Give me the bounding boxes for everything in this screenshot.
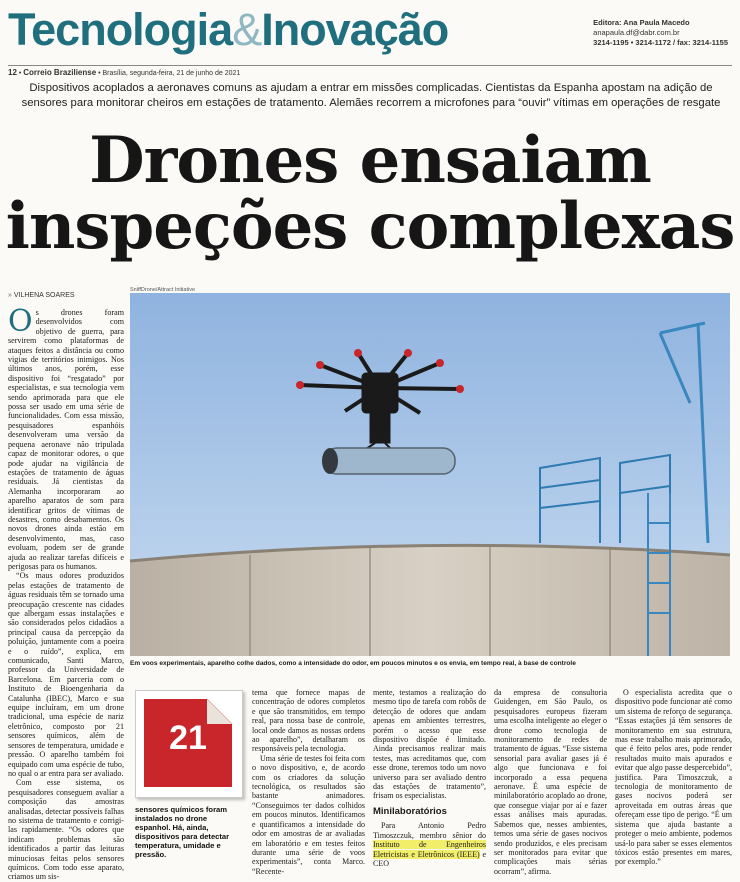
article-column-3 [373,688,486,868]
byline-author: VILHENA SOARES [13,292,75,299]
article-column-4 [494,688,607,876]
article-headline [0,123,740,264]
editor-name: Editora: Ana Paula Macedo [593,18,690,27]
section-title-part2: Inovação [261,4,449,55]
dateline: Brasília, segunda-feira, 21 de junho de 2021 [102,70,241,77]
paragraph-end: e CEO [373,849,486,868]
stat-box [135,690,243,798]
stat-number: 21 [169,719,207,757]
article-subhead: Dispositivos acoplados a aeronaves comuns as ajudam a entrar em missões complicadas. Cientistas da Espanha apostam na adição de sensores para monitorar cheiros em estações de tratamento. Alemães recorrem a microfones para “ouvir” vítimas em operações de resgate [21,82,721,109]
section-title-part1: Tecnologia [8,4,233,55]
paragraph: s drones foram desenvolvidos com objetivo de guerra, para servirem como plataformas de ataques feitos a distância ou como vigias de territórios inimigos. Nos últimos anos, porém, esse dispositivo foi “resgatado” por especialistas, e sua tecnologia vem sendo aprimorada para que ele possa ser usado em uma série de funcionalidades. Com essa missão, pesquisadores espanhóis desenvolveram uma versão da pequena aeronave não tripulada capaz de monitorar odores, o que pode ajudar na vigilância de estações de tratamento de águas residuais. Já cientistas da Alemanha incorporaram ao aparelho aparatos de som para identificar gritos de vítimas de desastres, como desabamentos. Os novos drones ainda estão em desenvolvimento, mas, caso evoluam, podem ser de grande ajuda ao realizar tarefas difíceis e perigosas para os humanos. [8,308,124,571]
headline-line-2: inspeções complexas [5,189,735,264]
article-column-1 [8,304,124,882]
photo-credit: SniffDrone/Attract Initiative [130,287,196,293]
newspaper-name: Correio Braziliense [23,68,97,77]
section-title-ampersand: & [232,4,262,55]
paragraph: Com esse sistema, os pesquisadores conseguem avaliar a composição das amostras analisadas, detectar possíveis falhas no sistema de tratamento e corrigi-las rapidamente. “Os odores que indicam problemas são identificados a partir das leituras minuciosas feitas pelos sensores químicos. Com todo esse aparato, criamos um sis- [8,778,124,882]
paragraph: mente, testamos a realização do mesmo tipo de tarefa com robôs de detecção de odores que andam apenas em ambientes terrestres, porém o acesso que esse dispositivo dispõe é limitado. Ainda precisamos realizar mais testes, mas acreditamos que, com esse drone, teremos todo um novo universo para ser avaliado dentro das estações de tratamento”, frisam os especialistas. [373,688,486,801]
article-column-5 [615,688,732,868]
paragraph [373,821,486,868]
editor-contacts [593,18,728,48]
headline-line-1: Drones ensaiam [89,123,651,198]
byline [8,292,75,299]
folio-line: 12 • Correio Braziliense • Brasília, segunda-feira, 21 de junho de 2021 [8,65,732,77]
photo-caption: Em voos experimentais, aparelho colhe dados, como a intensidade do odor, em poucos minutos e os envia, em tempo real, à base de controle [130,660,576,667]
section-title [8,2,448,58]
page-number: 12 [8,68,17,77]
paragraph: Uma série de testes foi feita com o novo dispositivo, e, de acordo com os criadores da solução tecnológica, os resultados são bastante animadores. “Conseguimos ter dados colhidos em poucos minutos. Identificamos e quantificamos a intensidade do odor em amostras de ar avaliadas em laboratório e em testes feitos durante uma série de voos experimentais”, conta Marco. “Recente- [252,753,365,876]
drop-cap: O [8,304,33,339]
masthead [0,0,740,62]
highlighted-text: Instituto de Engenheiros Eletricistas e Eletrônicos (IEEE) [373,840,486,859]
editor-email: anapaula.df@dabr.com.br [593,28,680,37]
editor-phones: 3214-1195 • 3214-1172 / fax: 3214-1155 [593,38,728,47]
section-heading: Minilaboratórios [373,805,447,817]
article-column-2 [252,688,365,876]
drone-photo [130,293,730,656]
paragraph: tema que fornece mapas de concentração de odores completos e que são transmitidos, em tempo real, para nossa base de controle, local onde damos as nossas ordens ao aparelho”, detalharam os responsáveis pela tecnologia. [252,688,365,754]
drone-photo-illustration [130,293,730,656]
paragraph: “Os maus odores produzidos pelas estações de tratamento de águas residuais têm se tornado uma preocupação crescente nas cidades que albergam essas instalações e são considerados pelos cidadãos a principal causa da percepção da poluição, juntamente com a poeira e o ruído”, explica, em comunicado, Santi Marco, professor da Universidade de Barcelona. Em parceria com o Instituto de Bioengenharia da Catalunha (IBEC), Marco e sua equipe incluíram, em um drone tradicional, uma espécie de nariz eletrônico, composto por 21 sensores químicos, além de sensores de temperatura, umidade e pressão. O aparelho também foi equipado com uma espécie de tubo, no qual o ar entra para ser avaliado. [8,571,124,778]
paragraph: da empresa de consultoria Guidengen, em São Paulo, os pesquisadores europeus fizeram uma escolha inteligente ao eleger o drone como tecnologia de monitoramento de redes de tratamento de águas. “Esse sistema sensorial para avaliar gases já é algo que funcionava e foi incorporado a essa pequena aeronave. É uma espécie de minilaboratório acoplado ao drone, que consegue viajar por aí e fazer essas análises mais apuradas. Sabemos que, nesses ambientes, temos uma série de gases nocivos sendo produzidos, e eles precisam ser monitorados para evitar que complicações mais sérias ocorram”, afirma. [494,688,607,876]
byline-arrow: » [8,292,12,299]
stat-box-text: sensores químicos foram instalados no drone espanhol. Há, ainda, dispositivos para detectar temperatura, umidade e pressão. [135,805,230,859]
paragraph: O especialista acredita que o dispositivo pode funcionar até como um sistema de reforço de segurança. “Essas estações já têm sensores de monitoramento em sua estrutura, mas esse trabalho mais aprimorado, que é feito pelos ares, pode render resultados muito mais apurados e evitar que algo passe despercebido”, justifica. Para Timoszczuk, a tecnologia de monitoramento de gases nocivos poderá ser aproveitada em outras áreas que ofereçam esse tipo de perigo. “É um sistema que ajuda bastante a proteger o meio ambiente, podemos usá-lo para saber se esses elementos tóxicos estão presentes em mares, por exemplo.” [615,688,732,867]
paragraph-start: Para Antonio Pedro Timoszczuk, membro sênior do [373,821,486,840]
